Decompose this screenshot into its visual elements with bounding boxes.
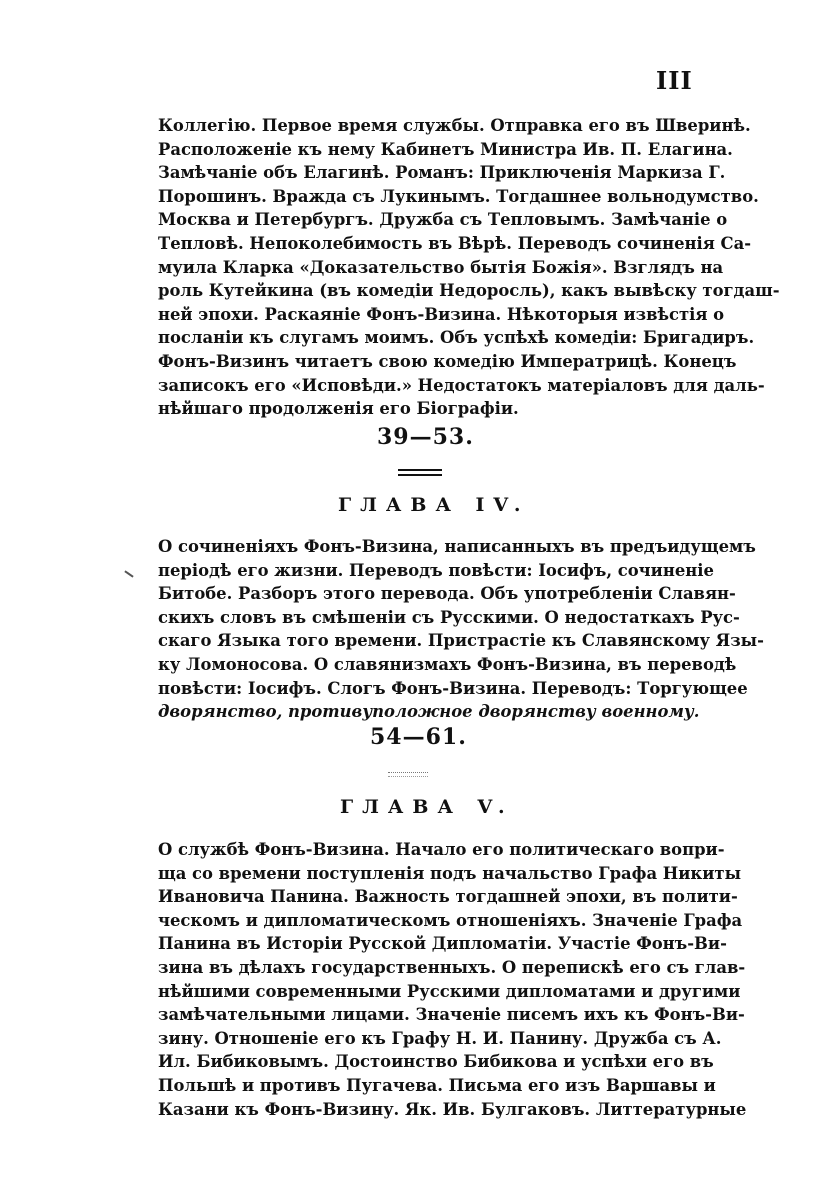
text-line: ческомъ и дипломатическомъ отношеніяхъ. Значеніе Графа: [158, 910, 743, 930]
chapter-iv-summary: [158, 535, 764, 724]
text-line: Ил. Бибиковымъ. Достоинство Бибикова и успѣхи его въ: [158, 1052, 714, 1072]
chapter-v-summary: [158, 838, 747, 1121]
chapter-heading: ГЛАВА IV.: [338, 494, 530, 516]
text-line: записокъ его «Исповѣди.» Недостатокъ матеріаловъ для даль-: [158, 375, 765, 395]
divider-ornament: [388, 772, 428, 777]
page-range: 54—61.: [370, 724, 467, 750]
text-line: скаго Языка того времени. Пристрастіе къ Славянскому Язы-: [158, 631, 764, 651]
text-line: посланіи къ слугамъ моимъ. Объ успѣхѣ комедіи: Бригадиръ.: [158, 328, 755, 348]
divider-rule: [398, 474, 442, 476]
text-line: Коллегію. Первое время службы. Отправка его въ Шверинѣ.: [158, 116, 751, 135]
text-line: О сочиненіяхъ Фонъ-Визина, написанныхъ въ предъидущемъ: [158, 537, 756, 556]
text-line: Порошинъ. Вражда съ Лукинымъ. Тогдашнее вольнодумство.: [158, 186, 759, 206]
text-line: зину. Отношеніе его къ Графу Н. И. Панину. Дружба съ А.: [158, 1028, 722, 1048]
page-range: 39—53.: [377, 424, 474, 450]
text-line: Панина въ Исторіи Русской Дипломатіи. Участіе Фонъ-Ви-: [158, 934, 727, 954]
text-line: Расположеніе къ нему Кабинетъ Министра Ив. П. Елагина.: [158, 139, 733, 159]
text-line: періодѣ его жизни. Переводъ повѣсти: Іосифъ, сочиненіе: [158, 560, 714, 580]
divider-rule: [398, 469, 442, 471]
text-line: ща со времени поступленія подъ начальство Графа Никиты: [158, 863, 742, 883]
page-number: III: [656, 66, 693, 95]
text-line: Москва и Петербургъ. Дружба съ Тепловымъ. Замѣчаніе о: [158, 210, 728, 230]
text-line: О службѣ Фонъ-Визина. Начало его политическаго вопри-: [158, 840, 725, 859]
chapter-iii-summary: [158, 114, 780, 421]
text-line: ней эпохи. Раскаяніе Фонъ-Визина. Нѣкоторыя извѣстія о: [158, 304, 725, 324]
text-line: Ивановича Панина. Важность тогдашней эпохи, въ полити-: [158, 887, 738, 907]
text-line: Замѣчаніе объ Елагинѣ. Романъ: Приключенія Маркиза Г.: [158, 163, 726, 183]
text-line: Польшѣ и противъ Пугачева. Письма его изъ Варшавы и: [158, 1075, 716, 1095]
text-line: Фонъ-Визинъ читаетъ свою комедію Императрицѣ. Конецъ: [158, 351, 737, 371]
scan-mark: [124, 570, 133, 577]
text-line: зина въ дѣлахъ государственныхъ. О перепискѣ его съ глав-: [158, 957, 746, 977]
text-line: замѣчательными лицами. Значеніе писемъ ихъ къ Фонъ-Ви-: [158, 1005, 745, 1025]
text-line: роль Кутейкина (въ комедіи Недоросль), какъ вывѣску тогдаш-: [158, 281, 780, 301]
text-line: ку Ломоносова. О славянизмахъ Фонъ-Визина, въ переводѣ: [158, 654, 737, 674]
chapter-heading: ГЛАВА V.: [340, 796, 514, 818]
text-line: Тепловѣ. Непоколебимость въ Вѣрѣ. Переводъ сочиненія Са-: [158, 233, 752, 253]
text-line: муила Кларка «Доказательство бытія Божія». Взглядъ на: [158, 257, 724, 277]
text-line: Битобе. Разборъ этого перевода. Объ употребленіи Славян-: [158, 584, 736, 604]
text-line: скихъ словъ въ смѣшеніи съ Русскими. О недостаткахъ Рус-: [158, 607, 740, 627]
text-line: нѣйшаго продолженія его Біографіи.: [158, 399, 519, 419]
text-line: дворянство, противуположное дворянству военному.: [158, 702, 700, 722]
text-line: нѣйшими современными Русскими дипломатами и другими: [158, 981, 741, 1001]
text-line: Казани къ Фонъ-Визину. Як. Ив. Булгаковъ. Литтературные: [158, 1099, 747, 1119]
text-line: повѣсти: Іосифъ. Слогъ Фонъ-Визина. Переводъ: Торгующее: [158, 678, 748, 698]
